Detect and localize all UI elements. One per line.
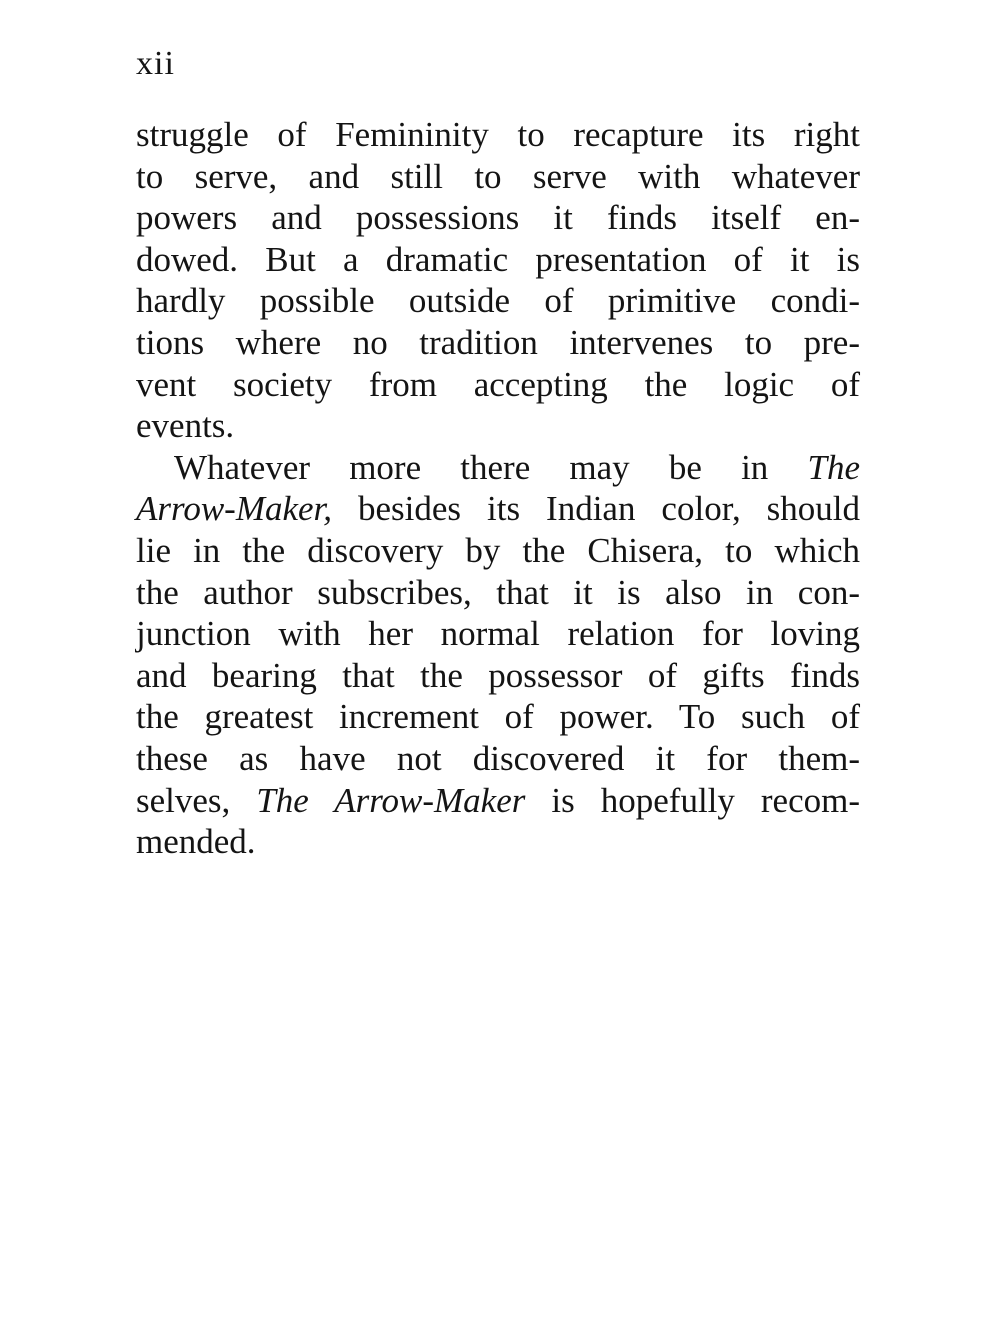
text-line xyxy=(136,780,860,822)
text-line: and bearing that the possessor of gifts finds xyxy=(136,655,860,695)
text-line: powers and possessions it finds itself en- xyxy=(136,198,860,238)
text-run: is hopefully recom- xyxy=(551,780,861,820)
text-line xyxy=(136,447,860,489)
text-run: selves, xyxy=(136,780,231,820)
text-line: mended. xyxy=(136,822,256,862)
text-line xyxy=(136,488,860,530)
text-run: Whatever more there may be in xyxy=(174,447,769,487)
text-line: lie in the discovery by the Chisera, to which xyxy=(136,530,860,570)
text-line: the author subscribes, that it is also in con- xyxy=(136,572,860,612)
italic-title: The Arrow-Maker xyxy=(256,780,526,820)
text-line: hardly possible outside of primitive condi- xyxy=(136,281,860,321)
text-run: besides its Indian color, should xyxy=(358,489,861,529)
text-line: to serve, and still to serve with whatever xyxy=(136,156,860,196)
paragraph-1 xyxy=(136,114,860,447)
text-line: junction with her normal relation for loving xyxy=(136,614,860,654)
italic-title: The xyxy=(807,447,860,487)
italic-title: Arrow-Maker, xyxy=(136,489,333,529)
text-line: events. xyxy=(136,406,235,446)
paragraph-2 xyxy=(136,447,860,863)
text-line: tions where no tradition intervenes to pre- xyxy=(136,322,860,362)
body-text xyxy=(136,114,860,863)
text-line: the greatest increment of power. To such of xyxy=(136,697,860,737)
text-line: dowed. But a dramatic presentation of it is xyxy=(136,239,860,279)
page-number: xii xyxy=(136,45,175,82)
text-line: vent society from accepting the logic of xyxy=(136,364,860,404)
text-line: struggle of Femininity to recapture its right xyxy=(136,115,860,154)
text-line: these as have not discovered it for them- xyxy=(136,738,860,778)
